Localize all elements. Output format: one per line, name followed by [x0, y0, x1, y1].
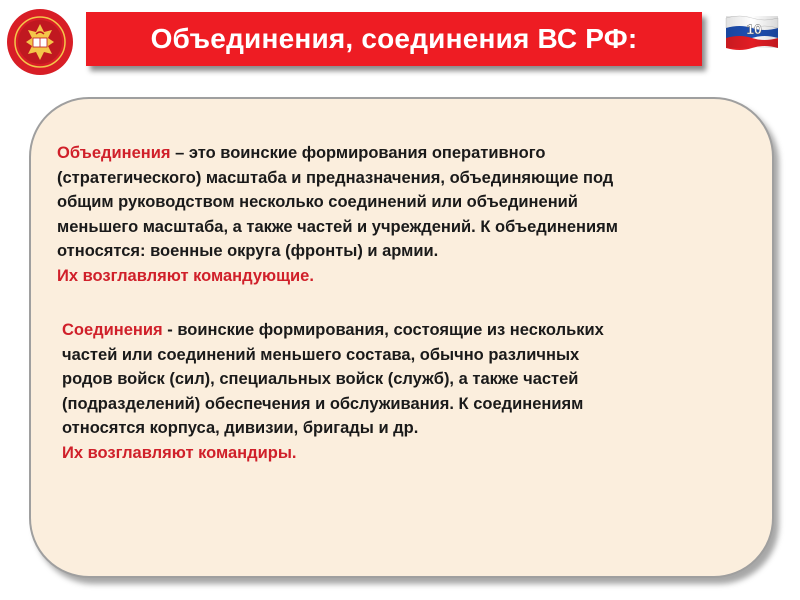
definition-line: (стратегического) масштаба и предназначения, объединяющие под [57, 168, 614, 187]
military-emblem-icon [6, 8, 74, 76]
definition-formations-first-line: - воинские формирования, состоящие из нескольких [162, 321, 604, 339]
definition-line: частей или соединений меньшего состава, обычно различных [62, 345, 580, 364]
definition-line: (подразделений) обеспечения и обслуживания. К соединениям [62, 394, 584, 413]
definition-associations-first-line: – это воинские формирования оперативного [170, 144, 546, 162]
term-associations: Объединения [57, 144, 171, 162]
definition-line: общим руководством несколько соединений или объединений [57, 193, 578, 211]
leader-note-formations: Их возглавляют командиры. [62, 443, 297, 462]
definition-associations [57, 141, 618, 288]
page-title: Объединения, соединения ВС РФ: [150, 23, 638, 54]
definition-line: относятся корпуса, дивизии, бригады и др. [62, 419, 419, 437]
russian-flag-icon [724, 14, 780, 50]
leader-note-associations: Их возглавляют командующие. [57, 266, 314, 285]
definition-formations [62, 318, 604, 465]
definition-line: меньшего масштаба, а также частей и учреждений. К объединениям [57, 217, 618, 236]
term-formations: Соединения [62, 321, 163, 339]
definition-line: относятся: военные округа (фронты) и армии. [57, 242, 439, 260]
definition-line: родов войск (сил), специальных войск (служб), а также частей [62, 370, 579, 388]
slide-number: 10 [746, 21, 762, 37]
title-banner [86, 12, 702, 66]
